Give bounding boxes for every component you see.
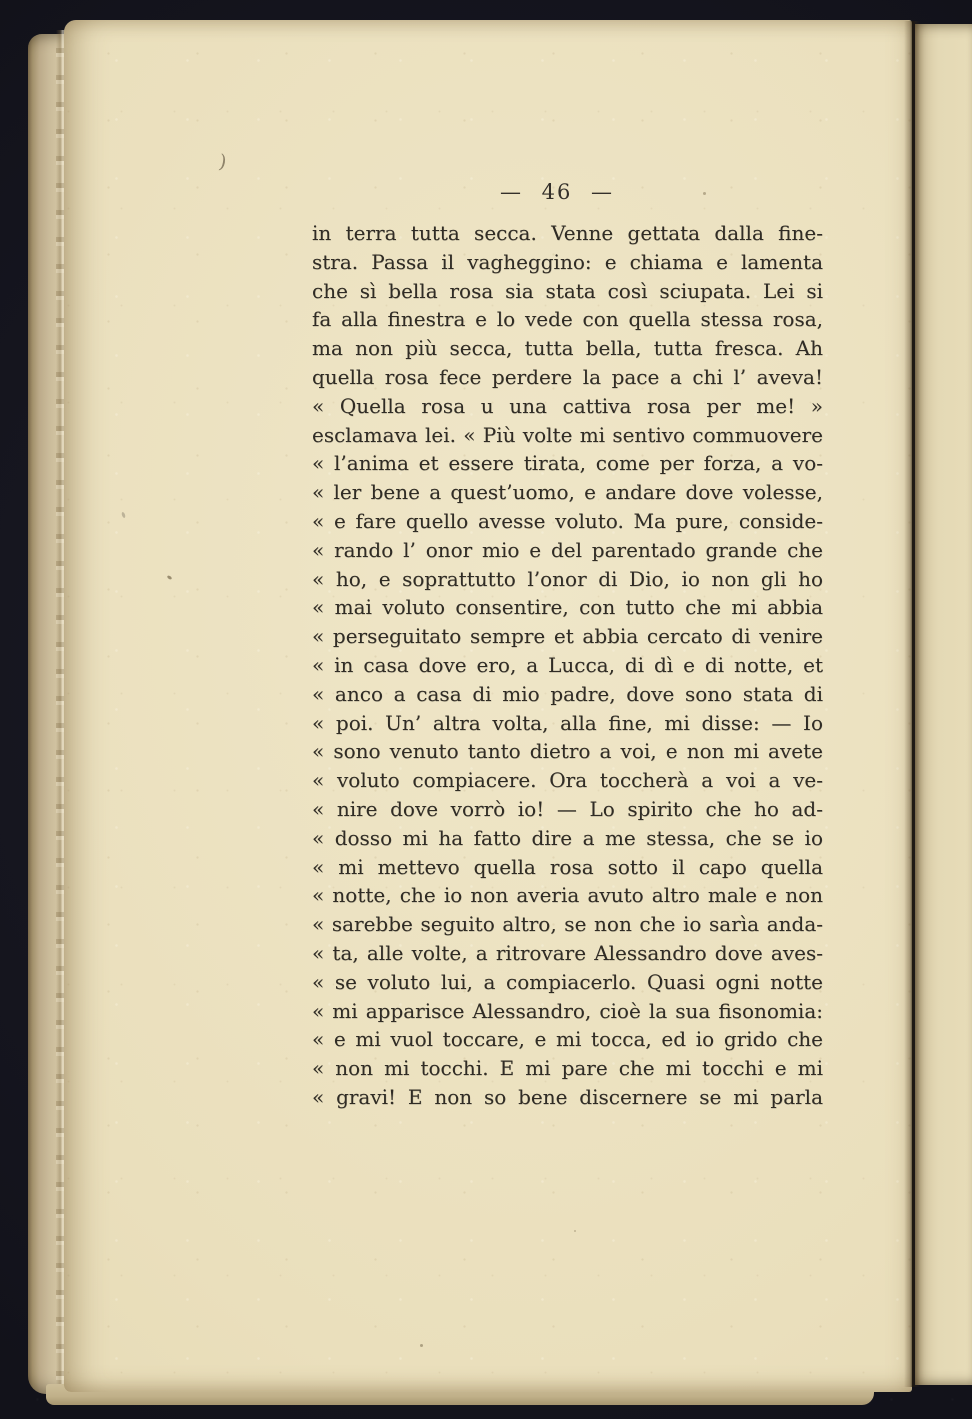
text-line: « perseguitato sempre et abbia cercato di venire	[312, 624, 823, 649]
text-line: stra. Passa il vagheggino: e chiama e lamenta	[312, 249, 823, 274]
text-line: in terra tutta secca. Venne gettata dalla fine-	[312, 221, 823, 245]
text-line: « notte, che io non averia avuto altro male e non	[312, 883, 823, 908]
paper-speck	[167, 575, 173, 580]
text-line: « mai voluto consentire, con tutto che mi abbia	[312, 595, 823, 620]
text-line: « mi mettevo quella rosa sotto il capo quella	[312, 854, 823, 879]
text-line: quella rosa fece perdere la pace a chi l’ aveva!	[312, 364, 823, 389]
text-line: « dosso mi ha fatto dire a me stessa, che se io	[312, 825, 823, 850]
text-line: « se voluto lui, a compiacerlo. Quasi ogni notte	[312, 969, 823, 994]
text-line: « Quella rosa u una cattiva rosa per me! »	[312, 393, 823, 418]
page-number: — 46 —	[499, 180, 615, 204]
text-line: che sì bella rosa sia stata così sciupata. Lei si	[312, 278, 823, 303]
text-line: « ler bene a quest’uomo, e andare dove volesse,	[312, 480, 823, 505]
text-line: « mi apparisce Alessandro, cioè la sua fisonomia:	[312, 998, 823, 1023]
paper-speck	[121, 512, 126, 519]
paper-speck	[420, 1344, 423, 1347]
text-line: esclamava lei. « Più volte mi sentivo commuovere	[312, 422, 823, 447]
adjacent-page-edge	[915, 24, 972, 1385]
text-line: « ta, alle volte, a ritrovare Alessandro dove aves-	[312, 940, 823, 965]
text-line: « non mi tocchi. E mi pare che mi tocchi e mi	[312, 1056, 823, 1081]
text-line: « e mi vuol toccare, e mi tocca, ed io grido che	[312, 1027, 823, 1052]
page-crease	[904, 21, 920, 1387]
text-line: « e fare quello avesse voluto. Ma pure, conside-	[312, 508, 823, 533]
text-line: « l’anima et essere tirata, come per forza, a vo-	[312, 451, 823, 476]
margin-mark: )	[217, 150, 229, 174]
text-line: ma non più secca, tutta bella, tutta fresca. Ah	[312, 336, 823, 361]
text-line: « gravi! E non so bene discernere se mi parla	[312, 1084, 823, 1109]
text-line: « rando l’ onor mio e del parentado grande che	[312, 537, 823, 562]
text-line: « voluto compiacere. Ora toccherà a voi a ve-	[312, 768, 823, 793]
text-line: « poi. Un’ altra volta, alla fine, mi disse: — Io	[312, 710, 823, 735]
text-line: « sono venuto tanto dietro a voi, e non mi avete	[312, 739, 823, 764]
paper-speck	[574, 1230, 576, 1232]
text-block	[312, 219, 823, 1112]
text-line: « nire dove vorrò io! — Lo spirito che ho ad-	[312, 796, 823, 821]
text-line: « anco a casa di mio padre, dove sono stata di	[312, 681, 823, 706]
book-page	[64, 20, 912, 1392]
text-line: fa alla finestra e lo vede con quella stessa rosa,	[312, 307, 823, 332]
text-line: « sarebbe seguito altro, se non che io sarìa anda-	[312, 912, 823, 937]
text-line: « ho, e soprattutto l’onor di Dio, io non gli ho	[312, 566, 823, 591]
text-line: « in casa dove ero, a Lucca, di dì e di notte, et	[312, 652, 823, 677]
